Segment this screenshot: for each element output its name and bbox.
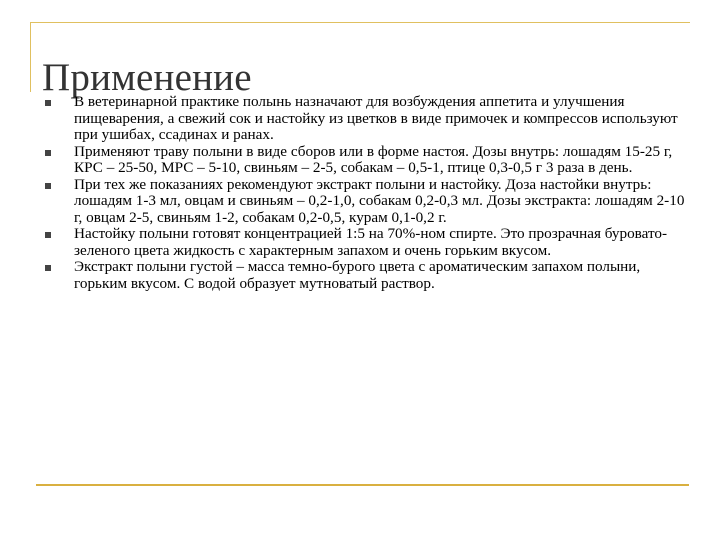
bullet-list: [42, 94, 690, 292]
bullet-item: [42, 259, 690, 292]
square-bullet-icon: [45, 232, 51, 238]
frame-top-line: [30, 22, 690, 23]
bullet-item: [42, 144, 690, 177]
square-bullet-icon: [45, 100, 51, 106]
square-bullet-icon: [45, 265, 51, 271]
bullet-item: [42, 94, 690, 144]
bullet-text: Применяют траву полыни в виде сборов или в форме настоя. Дозы внутрь: лошадям 15-25 г, КРС – 25-50, МРС – 5-10, свиньям – 2-5, собакам – 0,5-1, птице 0,3-0,5 г 3 раза в день.: [74, 142, 673, 176]
bullet-text: Экстракт полыни густой – масса темно-бурого цвета с ароматическим запахом полыни, горьким вкусом. С водой образует мутноватый раствор.: [74, 258, 641, 292]
square-bullet-icon: [45, 150, 51, 156]
bullet-text: При тех же показаниях рекомендуют экстракт полыни и настойку. Доза настойки внутрь: лошадям 1-3 мл, овцам и свиньям – 0,2-1,0, собакам 0,2-0,3 мл. Дозы экстракта: лошадям 2-10 г, овцам 2-5, свиньям 1-2, собакам 0,2-0,5, курам 0,1-0,2 г.: [74, 175, 685, 226]
bullet-item: [42, 177, 690, 227]
slide-title: Применение: [42, 56, 252, 100]
frame-vertical-line: [30, 22, 31, 92]
bullet-text: Настойку полыни готовят концентрацией 1:5 на 70%-ном спирте. Это прозрачная буровато-зеленого цвета жидкость с характерным запахом и очень горьким вкусом.: [74, 225, 668, 259]
bullet-item: [42, 226, 690, 259]
square-bullet-icon: [45, 183, 51, 189]
slide-content: [42, 94, 690, 292]
bullet-text: В ветеринарной практике полынь назначают для возбуждения аппетита и улучшения пищеварения, а свежий сок и настойку из цветков в виде примочек и компрессов используют при ушибах, ссадинах и ранах.: [74, 93, 678, 143]
frame-bottom-line: [36, 484, 689, 486]
